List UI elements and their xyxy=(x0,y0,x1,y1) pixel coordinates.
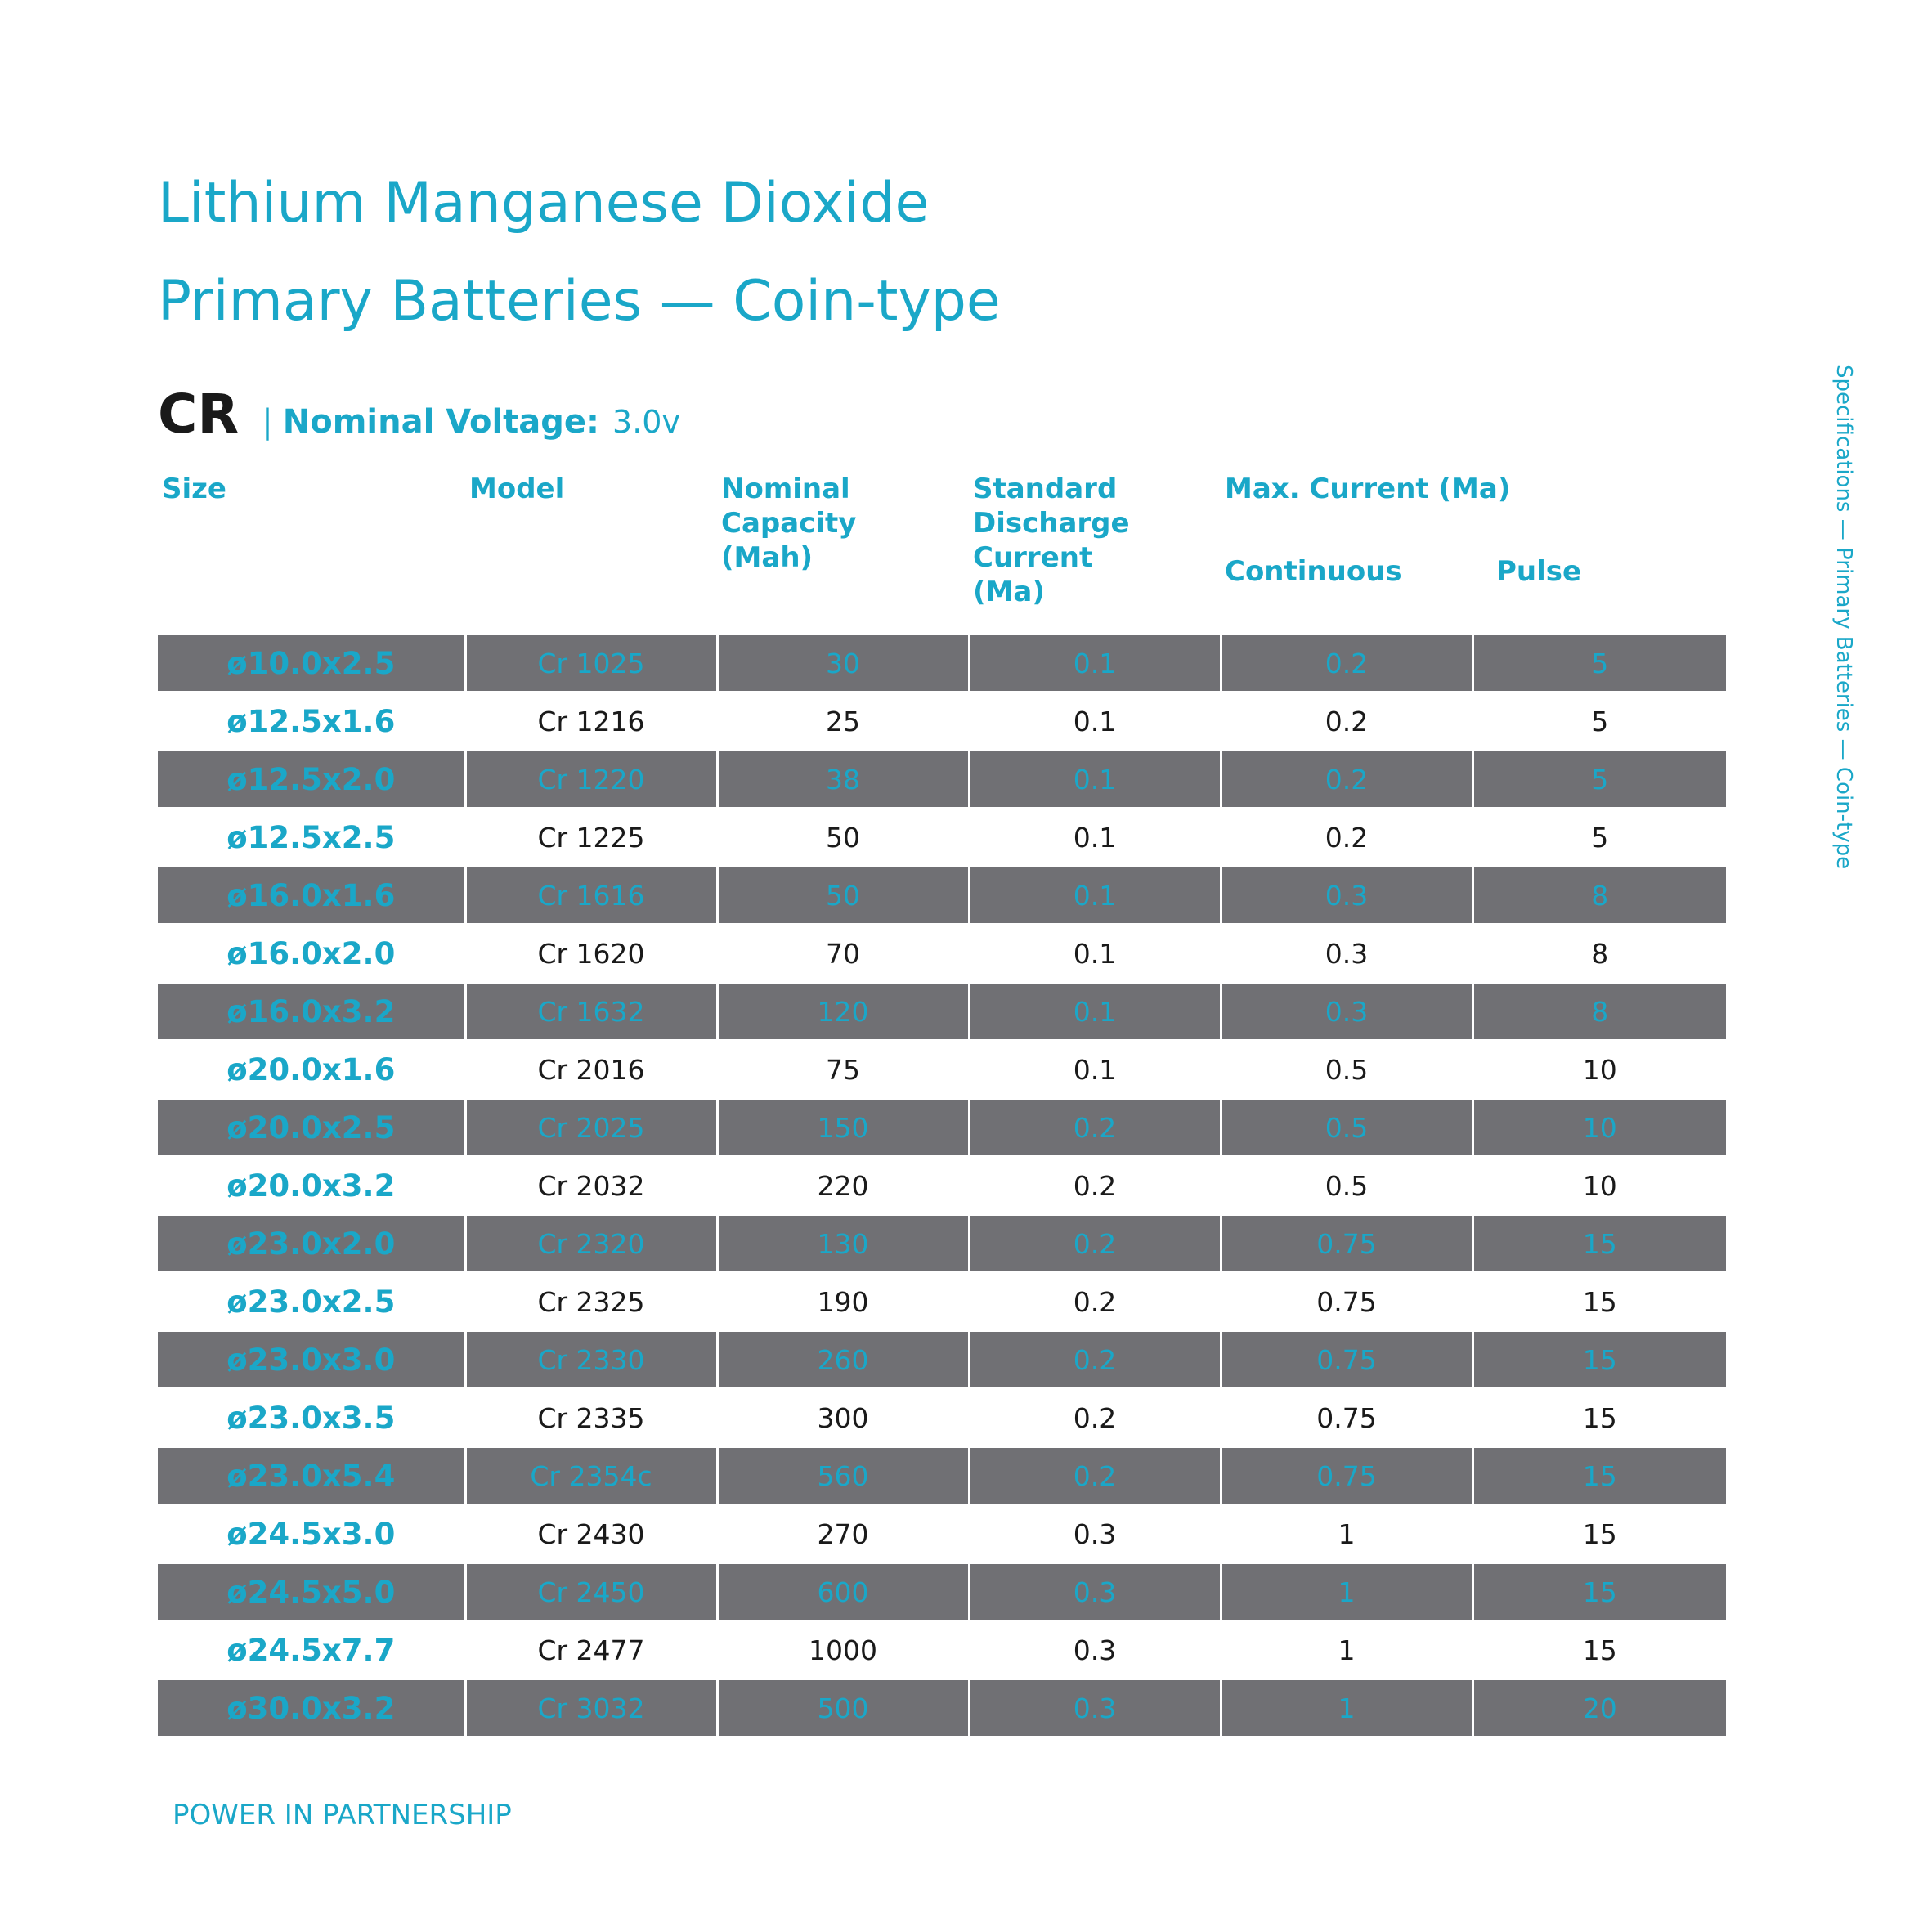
capacity-cell: 30 xyxy=(717,635,969,693)
side-section-label: Specifications — Primary Batteries — Coin-type xyxy=(1831,365,1856,870)
battery-series-code: CR xyxy=(158,383,240,446)
heading-separator: | xyxy=(262,403,273,441)
capacity-cell: 120 xyxy=(717,983,969,1041)
capacity-cell: 260 xyxy=(717,1331,969,1389)
size-cell: ø23.0x2.5 xyxy=(158,1273,465,1331)
model-cell: Cr 2025 xyxy=(465,1099,717,1157)
continuous-cell: 0.5 xyxy=(1221,1041,1473,1099)
model-cell: Cr 1225 xyxy=(465,809,717,867)
discharge-cell: 0.3 xyxy=(969,1563,1221,1621)
model-cell: Cr 2032 xyxy=(465,1157,717,1215)
size-cell: ø12.5x1.6 xyxy=(158,693,465,751)
size-cell: ø30.0x3.2 xyxy=(158,1679,465,1737)
table-row xyxy=(158,1157,1726,1215)
model-cell: Cr 1216 xyxy=(465,693,717,751)
continuous-cell: 0.3 xyxy=(1221,925,1473,983)
model-cell: Cr 2354c xyxy=(465,1447,717,1505)
capacity-cell: 560 xyxy=(717,1447,969,1505)
pulse-cell: 5 xyxy=(1473,635,1726,693)
table-row xyxy=(158,1621,1726,1679)
capacity-cell: 220 xyxy=(717,1157,969,1215)
pulse-cell: 5 xyxy=(1473,809,1726,867)
discharge-cell: 0.2 xyxy=(969,1099,1221,1157)
pulse-cell: 8 xyxy=(1473,867,1726,925)
continuous-cell: 0.2 xyxy=(1221,635,1473,693)
column-header-model: Model xyxy=(469,473,565,505)
size-cell: ø16.0x1.6 xyxy=(158,867,465,925)
discharge-cell: 0.1 xyxy=(969,809,1221,867)
discharge-cell: 0.2 xyxy=(969,1273,1221,1331)
capacity-cell: 500 xyxy=(717,1679,969,1737)
capacity-cell: 1000 xyxy=(717,1621,969,1679)
column-header-continuous: Continuous xyxy=(1225,555,1402,588)
continuous-cell: 0.75 xyxy=(1221,1273,1473,1331)
size-cell: ø16.0x2.0 xyxy=(158,925,465,983)
discharge-cell: 0.1 xyxy=(969,693,1221,751)
discharge-cell: 0.3 xyxy=(969,1621,1221,1679)
discharge-cell: 0.1 xyxy=(969,925,1221,983)
size-cell: ø24.5x5.0 xyxy=(158,1563,465,1621)
discharge-cell: 0.1 xyxy=(969,635,1221,693)
pulse-cell: 5 xyxy=(1473,693,1726,751)
footer-tagline: POWER IN PARTNERSHIP xyxy=(173,1799,512,1831)
capacity-cell: 600 xyxy=(717,1563,969,1621)
continuous-cell: 1 xyxy=(1221,1505,1473,1563)
model-cell: Cr 1220 xyxy=(465,751,717,809)
continuous-cell: 0.75 xyxy=(1221,1331,1473,1389)
continuous-cell: 1 xyxy=(1221,1679,1473,1737)
capacity-cell: 50 xyxy=(717,809,969,867)
table-row xyxy=(158,693,1726,751)
discharge-cell: 0.3 xyxy=(969,1505,1221,1563)
nominal-voltage-label: Nominal Voltage: xyxy=(282,403,600,441)
column-header-capacity: Nominal Capacity (Mah) xyxy=(721,473,857,574)
column-header-discharge: Standard Discharge Current (Ma) xyxy=(973,473,1130,608)
size-cell: ø20.0x2.5 xyxy=(158,1099,465,1157)
discharge-cell: 0.1 xyxy=(969,867,1221,925)
page-title-line-2: Primary Batteries — Coin-type xyxy=(158,269,1001,334)
table-row xyxy=(158,1679,1726,1737)
capacity-cell: 150 xyxy=(717,1099,969,1157)
pulse-cell: 15 xyxy=(1473,1389,1726,1447)
continuous-cell: 0.5 xyxy=(1221,1157,1473,1215)
size-cell: ø23.0x2.0 xyxy=(158,1215,465,1273)
column-header-size: Size xyxy=(162,473,226,505)
continuous-cell: 0.2 xyxy=(1221,809,1473,867)
model-cell: Cr 1620 xyxy=(465,925,717,983)
continuous-cell: 0.75 xyxy=(1221,1215,1473,1273)
model-cell: Cr 1632 xyxy=(465,983,717,1041)
pulse-cell: 15 xyxy=(1473,1563,1726,1621)
continuous-cell: 0.3 xyxy=(1221,983,1473,1041)
capacity-cell: 300 xyxy=(717,1389,969,1447)
table-row xyxy=(158,809,1726,867)
size-cell: ø12.5x2.5 xyxy=(158,809,465,867)
size-cell: ø23.0x5.4 xyxy=(158,1447,465,1505)
model-cell: Cr 2335 xyxy=(465,1389,717,1447)
continuous-cell: 0.3 xyxy=(1221,867,1473,925)
size-cell: ø12.5x2.0 xyxy=(158,751,465,809)
table-row xyxy=(158,635,1726,693)
capacity-cell: 50 xyxy=(717,867,969,925)
table-row xyxy=(158,1273,1726,1331)
discharge-cell: 0.2 xyxy=(969,1157,1221,1215)
section-heading xyxy=(158,383,680,446)
table-row xyxy=(158,1505,1726,1563)
model-cell: Cr 3032 xyxy=(465,1679,717,1737)
pulse-cell: 10 xyxy=(1473,1041,1726,1099)
model-cell: Cr 2430 xyxy=(465,1505,717,1563)
size-cell: ø24.5x7.7 xyxy=(158,1621,465,1679)
pulse-cell: 15 xyxy=(1473,1621,1726,1679)
table-row xyxy=(158,1563,1726,1621)
continuous-cell: 0.5 xyxy=(1221,1099,1473,1157)
column-header-pulse: Pulse xyxy=(1496,555,1582,588)
continuous-cell: 0.75 xyxy=(1221,1389,1473,1447)
size-cell: ø10.0x2.5 xyxy=(158,635,465,693)
model-cell: Cr 2325 xyxy=(465,1273,717,1331)
table-row xyxy=(158,925,1726,983)
pulse-cell: 15 xyxy=(1473,1447,1726,1505)
continuous-cell: 1 xyxy=(1221,1563,1473,1621)
model-cell: Cr 2320 xyxy=(465,1215,717,1273)
model-cell: Cr 2450 xyxy=(465,1563,717,1621)
column-header-max-current: Max. Current (Ma) xyxy=(1225,473,1511,505)
table-row xyxy=(158,983,1726,1041)
table-row xyxy=(158,1041,1726,1099)
nominal-voltage-value: 3.0v xyxy=(612,404,680,440)
discharge-cell: 0.1 xyxy=(969,1041,1221,1099)
model-cell: Cr 2477 xyxy=(465,1621,717,1679)
specifications-table xyxy=(158,635,1726,1738)
size-cell: ø16.0x3.2 xyxy=(158,983,465,1041)
capacity-cell: 25 xyxy=(717,693,969,751)
discharge-cell: 0.2 xyxy=(969,1389,1221,1447)
continuous-cell: 0.2 xyxy=(1221,693,1473,751)
discharge-cell: 0.3 xyxy=(969,1679,1221,1737)
capacity-cell: 75 xyxy=(717,1041,969,1099)
discharge-cell: 0.1 xyxy=(969,983,1221,1041)
model-cell: Cr 1616 xyxy=(465,867,717,925)
pulse-cell: 15 xyxy=(1473,1273,1726,1331)
pulse-cell: 5 xyxy=(1473,751,1726,809)
capacity-cell: 130 xyxy=(717,1215,969,1273)
model-cell: Cr 2016 xyxy=(465,1041,717,1099)
page-title-line-1: Lithium Manganese Dioxide xyxy=(158,171,930,235)
capacity-cell: 190 xyxy=(717,1273,969,1331)
discharge-cell: 0.1 xyxy=(969,751,1221,809)
table-row xyxy=(158,1215,1726,1273)
continuous-cell: 1 xyxy=(1221,1621,1473,1679)
table-row xyxy=(158,867,1726,925)
size-cell: ø23.0x3.5 xyxy=(158,1389,465,1447)
size-cell: ø23.0x3.0 xyxy=(158,1331,465,1389)
pulse-cell: 15 xyxy=(1473,1215,1726,1273)
pulse-cell: 10 xyxy=(1473,1157,1726,1215)
pulse-cell: 8 xyxy=(1473,925,1726,983)
discharge-cell: 0.2 xyxy=(969,1331,1221,1389)
pulse-cell: 8 xyxy=(1473,983,1726,1041)
table-row xyxy=(158,1331,1726,1389)
table-row xyxy=(158,1099,1726,1157)
pulse-cell: 15 xyxy=(1473,1331,1726,1389)
pulse-cell: 10 xyxy=(1473,1099,1726,1157)
pulse-cell: 15 xyxy=(1473,1505,1726,1563)
capacity-cell: 270 xyxy=(717,1505,969,1563)
pulse-cell: 20 xyxy=(1473,1679,1726,1737)
discharge-cell: 0.2 xyxy=(969,1215,1221,1273)
capacity-cell: 38 xyxy=(717,751,969,809)
table-row xyxy=(158,1447,1726,1505)
discharge-cell: 0.2 xyxy=(969,1447,1221,1505)
model-cell: Cr 2330 xyxy=(465,1331,717,1389)
table-row xyxy=(158,751,1726,809)
model-cell: Cr 1025 xyxy=(465,635,717,693)
size-cell: ø20.0x1.6 xyxy=(158,1041,465,1099)
size-cell: ø20.0x3.2 xyxy=(158,1157,465,1215)
size-cell: ø24.5x3.0 xyxy=(158,1505,465,1563)
continuous-cell: 0.2 xyxy=(1221,751,1473,809)
capacity-cell: 70 xyxy=(717,925,969,983)
table-row xyxy=(158,1389,1726,1447)
continuous-cell: 0.75 xyxy=(1221,1447,1473,1505)
